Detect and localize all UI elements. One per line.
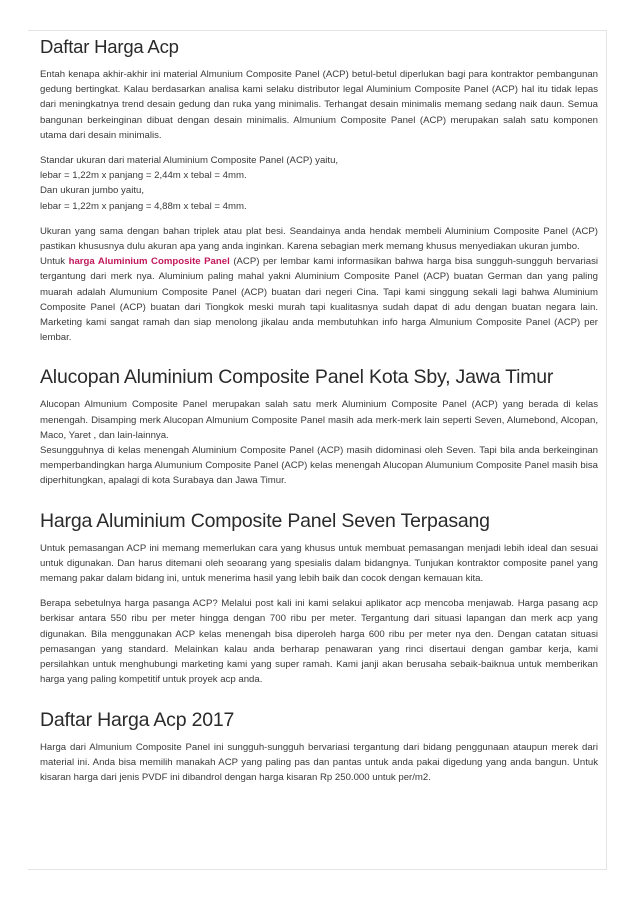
paragraph: Ukuran yang sama dengan bahan triplek atau plat besi. Seandainya anda hendak membeli Aluminium Composite Panel (ACP) pastikan khususnya dulu akuran apa yang anda inginkan. Karena sebagian merk memang khusus menyediakan ukuran jumbo. [40,225,598,253]
size-line: lebar = 1,22m x panjang = 4,88m x tebal = 4mm. [40,200,247,212]
section-daftar-harga [40,36,598,345]
section-title: Harga Aluminium Composite Panel Seven Terpasang [40,509,490,532]
article-content [40,36,598,785]
paragraph: Alucopan Almunium Composite Panel merupakan salah satu merk Aluminium Composite Panel (ACP) yang berada di kelas menengah. Disamping merk Alucopan Almunium Composite Panel masih ada merk-merk lain seperti Seven, Alumebond, Alcopan, Maco, Yaret , dan lain-lainnya. [40,399,598,441]
harga-acp-link[interactable]: harga Aluminium Composite Panel [68,256,230,268]
size-line: Dan ukuran jumbo yaitu, [40,185,144,197]
paragraph-with-link [40,254,598,345]
section-title: Alucopan Aluminium Composite Panel Kota Sby, Jawa Timur [40,366,554,389]
size-spec-block [40,153,598,214]
section-seven-terpasang [40,509,598,688]
paragraph: Berapa sebetulnya harga pasanga ACP? Melalui post kali ini kami selakui aplikator acp mencoba menjawab. Harga pasang acp berkisar antara 550 ribu per meter hingga dengan 700 ribu per meter. Tergantung dari situasi lapangan dan merk acp yang digunakan. Bila menggunakan ACP kelas menengah bisa diperoleh harga 600 ribu per meter nya den. Dengan catatan situasi pemasangan yang standard. Melainkan kalau anda berharap penawaran yang rinci disertaui dengan gambar kerja, kami persilahkan untuk menghubungi marketing kami yang super ramah. Kami janji akan berusaha sebaik-baiknua untuk memberikan harga yang paling kompetitif untuk proyek acp anda. [40,598,598,686]
paragraph: Entah kenapa akhir-akhir ini material Almunium Composite Panel (ACP) betul-betul diperlukan bagi para kontraktor pembangunan gedung bertingkat. Kalau berdasarkan analisa kami selaku distributor legal Aluminium Composite Panel (ACP) hal itu tidak lepas dari meningkatnya trend desain gedung dan ruka yang minimalis. Terhangat desain minimalis memang sedang naik daun. Semua bangunan berkeinginan dibuat dengan desain minimalis. Almunium Composite Panel (ACP) merupakan salah satu komponen utama dari desain minimalis. [40,69,598,141]
section-title: Daftar Harga Acp 2017 [40,708,235,731]
paragraph: Harga dari Almunium Composite Panel ini sungguh-sungguh bervariasi tergantung dari bidang penggunaan ataupun merek dari material ini. Anda bisa memilih manakah ACP yang paling pas dan pantas untuk anda pakai digedung yang anda bangun. Untuk kisaran harga dari jenis PVDF ini dibandrol dengan harga kisaran Rp 250.000 untuk per/m2. [40,741,598,783]
paragraph: Sesungguhnya di kelas menengah Aluminium Composite Panel (ACP) masih didominasi oleh Seven. Tapi bila anda berkeinginan memperbandingkan harga Alumunium Composite Panel (ACP) kelas menengah Alucopan Alumunium Composite Panel masih bisa diperhitungkan, apalagi di kota Surabaya dan Jawa Timur. [40,445,598,487]
section-title: Daftar Harga Acp [40,36,179,57]
paragraph-text: (ACP) per lembar kami informasikan bahwa harga bisa sungguh-sungguh bervariasi tergantung dari merk nya. Aluminium paling mahal yakni Aluminium Composite Panel (ACP) buatan German dan yang paling muarah adalah Alumunium Composite Panel (ACP) buatan dari negeri Cina. Tapi kami singgung sekali lagi bahwa Aluminium Composite Panel (ACP) buatan dari Tiongkok meski murah tapi kualitasnya sudah dapat di adu dengan buatan negara lain. Marketing kami sangat ramah dan siap menolong jikalau anda membutuhkan info harga Almunium Composite Panel (ACP) per lembar. [40,256,598,344]
size-line: lebar = 1,22m x panjang = 2,44m x tebal = 4mm. [40,170,247,182]
paragraph-text: Untuk [40,256,69,268]
size-line: Standar ukuran dari material Aluminium Composite Panel (ACP) yaitu, [40,155,339,167]
section-alucopan [40,365,598,488]
section-daftar-harga-2017 [40,708,598,786]
paragraph: Untuk pemasangan ACP ini memang memerlukan cara yang khusus untuk membuat pemasangan menjadi lebih ideal dan sesuai untuk digunakan. Dan harus ditemani oleh seoarang yang spesialis dalam bidangnya. Tunjukan kontraktor composite panel yang memang pakar dalam bidang ini, untuk menerima hasil yang lebih baik dan cocok dengan kemauan kita. [40,542,598,585]
